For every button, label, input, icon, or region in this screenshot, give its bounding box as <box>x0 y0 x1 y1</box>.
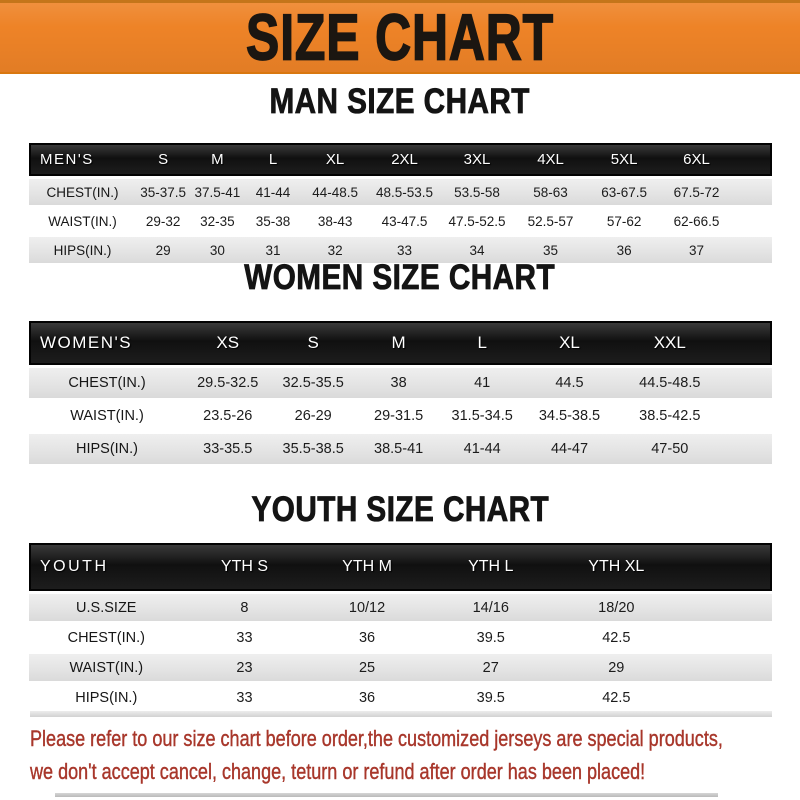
row-filler-cell <box>680 624 772 651</box>
size-column-header: M <box>356 321 441 365</box>
size-value: 43-47.5 <box>369 208 441 234</box>
size-column-header: YTH XL <box>553 543 680 591</box>
size-column-header: XS <box>185 321 270 365</box>
women-table-head <box>29 321 772 365</box>
size-column-header: XL <box>523 321 616 365</box>
size-value: 36 <box>588 237 661 263</box>
youth-table-bottom-strip <box>30 711 772 717</box>
size-value: 33 <box>184 624 306 651</box>
size-value: 47-50 <box>616 434 724 464</box>
table-row <box>29 179 772 205</box>
size-value: 38 <box>356 368 441 398</box>
size-value: 41-44 <box>244 179 301 205</box>
row-label: U.S.SIZE <box>29 594 184 621</box>
size-value: 38.5-41 <box>356 434 441 464</box>
size-value: 31.5-34.5 <box>441 401 523 431</box>
men-chart-heading-text: MAN SIZE CHART <box>269 80 531 121</box>
banner <box>0 0 800 74</box>
youth-table-head <box>29 543 772 591</box>
row-label: HIPS(IN.) <box>29 684 184 711</box>
banner-title: SIZE CHART <box>246 1 554 74</box>
size-column-header: 3XL <box>441 143 514 176</box>
youth-chart-heading <box>0 488 800 529</box>
size-value: 34.5-38.5 <box>523 401 616 431</box>
table-row <box>29 594 772 621</box>
size-value: 38-43 <box>302 208 369 234</box>
size-value: 32 <box>302 237 369 263</box>
youth-size-chart-section <box>0 488 800 714</box>
size-value: 63-67.5 <box>588 179 661 205</box>
women-band-label: WOMEN'S <box>29 321 185 365</box>
size-value: 33 <box>184 684 306 711</box>
size-value: 35-37.5 <box>136 179 190 205</box>
size-value: 32-35 <box>190 208 244 234</box>
table-row <box>29 434 772 464</box>
size-value: 30 <box>190 237 244 263</box>
size-column-header: L <box>441 321 523 365</box>
youth-band-row <box>29 543 772 591</box>
size-value: 47.5-52.5 <box>441 208 514 234</box>
band-filler-cell <box>680 543 772 591</box>
size-value: 42.5 <box>553 624 680 651</box>
bottom-edge-strip <box>55 793 718 797</box>
men-table-body <box>29 179 772 263</box>
size-value: 57-62 <box>588 208 661 234</box>
size-column-header: XXL <box>616 321 724 365</box>
size-value: 44-48.5 <box>302 179 369 205</box>
size-value: 67.5-72 <box>661 179 733 205</box>
size-column-header: YTH L <box>429 543 553 591</box>
row-filler-cell <box>680 594 772 621</box>
men-chart-heading <box>0 80 800 121</box>
row-filler-cell <box>733 179 772 205</box>
size-value: 33 <box>369 237 441 263</box>
row-label: WAIST(IN.) <box>29 208 136 234</box>
row-label: HIPS(IN.) <box>29 434 185 464</box>
size-value: 29-31.5 <box>356 401 441 431</box>
size-value: 41 <box>441 368 523 398</box>
size-value: 29.5-32.5 <box>185 368 270 398</box>
size-value: 35-38 <box>244 208 301 234</box>
size-value: 38.5-42.5 <box>616 401 724 431</box>
size-value: 39.5 <box>429 684 553 711</box>
size-value: 25 <box>305 654 428 681</box>
size-value: 8 <box>184 594 306 621</box>
women-chart-heading-text: WOMEN SIZE CHART <box>244 256 556 297</box>
size-value: 31 <box>244 237 301 263</box>
men-size-chart-section <box>0 80 800 266</box>
size-column-header: S <box>270 321 355 365</box>
size-value: 44.5 <box>523 368 616 398</box>
band-filler-cell <box>733 143 772 176</box>
men-table-head <box>29 143 772 176</box>
size-value: 44.5-48.5 <box>616 368 724 398</box>
women-size-table <box>29 318 772 467</box>
footnote-line-2: we don't accept cancel, change, teturn or refund after order has been placed! <box>30 759 646 784</box>
size-value: 29 <box>136 237 190 263</box>
size-value: 23 <box>184 654 306 681</box>
size-value: 18/20 <box>553 594 680 621</box>
size-value: 58-63 <box>513 179 587 205</box>
row-label: CHEST(IN.) <box>29 368 185 398</box>
size-value: 53.5-58 <box>441 179 514 205</box>
row-label: HIPS(IN.) <box>29 237 136 263</box>
youth-chart-heading-text: YOUTH SIZE CHART <box>251 488 549 529</box>
youth-band-label: YOUTH <box>29 543 184 591</box>
size-value: 41-44 <box>441 434 523 464</box>
size-column-header: S <box>136 143 190 176</box>
footnote-line-1: Please refer to our size chart before order,the customized jerseys are special products, <box>30 726 723 751</box>
band-filler-cell <box>724 321 772 365</box>
row-filler-cell <box>724 368 772 398</box>
size-column-header: 4XL <box>513 143 587 176</box>
size-value: 33-35.5 <box>185 434 270 464</box>
size-value: 44-47 <box>523 434 616 464</box>
size-column-header: M <box>190 143 244 176</box>
row-label: CHEST(IN.) <box>29 624 184 651</box>
men-band-row <box>29 143 772 176</box>
size-value: 35.5-38.5 <box>270 434 355 464</box>
men-size-table <box>29 140 772 266</box>
row-label: CHEST(IN.) <box>29 179 136 205</box>
size-value: 29 <box>553 654 680 681</box>
size-value: 26-29 <box>270 401 355 431</box>
youth-table-body <box>29 594 772 711</box>
youth-size-table <box>29 540 772 714</box>
footnote <box>30 722 790 788</box>
women-chart-heading <box>0 256 800 297</box>
table-row <box>29 654 772 681</box>
size-column-header: YTH M <box>305 543 428 591</box>
row-filler-cell <box>680 684 772 711</box>
size-column-header: 6XL <box>661 143 733 176</box>
table-row <box>29 401 772 431</box>
table-row <box>29 368 772 398</box>
size-column-header: L <box>244 143 301 176</box>
size-value: 52.5-57 <box>513 208 587 234</box>
size-value: 39.5 <box>429 624 553 651</box>
table-row <box>29 208 772 234</box>
size-value: 29-32 <box>136 208 190 234</box>
size-value: 36 <box>305 624 428 651</box>
size-value: 35 <box>513 237 587 263</box>
size-value: 42.5 <box>553 684 680 711</box>
size-column-header: 5XL <box>588 143 661 176</box>
women-table-body <box>29 368 772 464</box>
row-filler-cell <box>724 434 772 464</box>
size-column-header: YTH S <box>184 543 306 591</box>
women-band-row <box>29 321 772 365</box>
size-value: 48.5-53.5 <box>369 179 441 205</box>
size-value: 34 <box>441 237 514 263</box>
size-column-header: 2XL <box>369 143 441 176</box>
row-filler-cell <box>733 208 772 234</box>
size-column-header: XL <box>302 143 369 176</box>
row-label: WAIST(IN.) <box>29 654 184 681</box>
row-filler-cell <box>680 654 772 681</box>
row-label: WAIST(IN.) <box>29 401 185 431</box>
men-band-label: MEN'S <box>29 143 136 176</box>
table-row <box>29 684 772 711</box>
size-value: 27 <box>429 654 553 681</box>
table-row <box>29 624 772 651</box>
size-value: 32.5-35.5 <box>270 368 355 398</box>
size-value: 10/12 <box>305 594 428 621</box>
size-value: 37.5-41 <box>190 179 244 205</box>
size-value: 14/16 <box>429 594 553 621</box>
size-value: 36 <box>305 684 428 711</box>
size-value: 62-66.5 <box>661 208 733 234</box>
women-size-chart-section <box>0 256 800 467</box>
row-filler-cell <box>724 401 772 431</box>
size-value: 23.5-26 <box>185 401 270 431</box>
size-value: 37 <box>661 237 733 263</box>
